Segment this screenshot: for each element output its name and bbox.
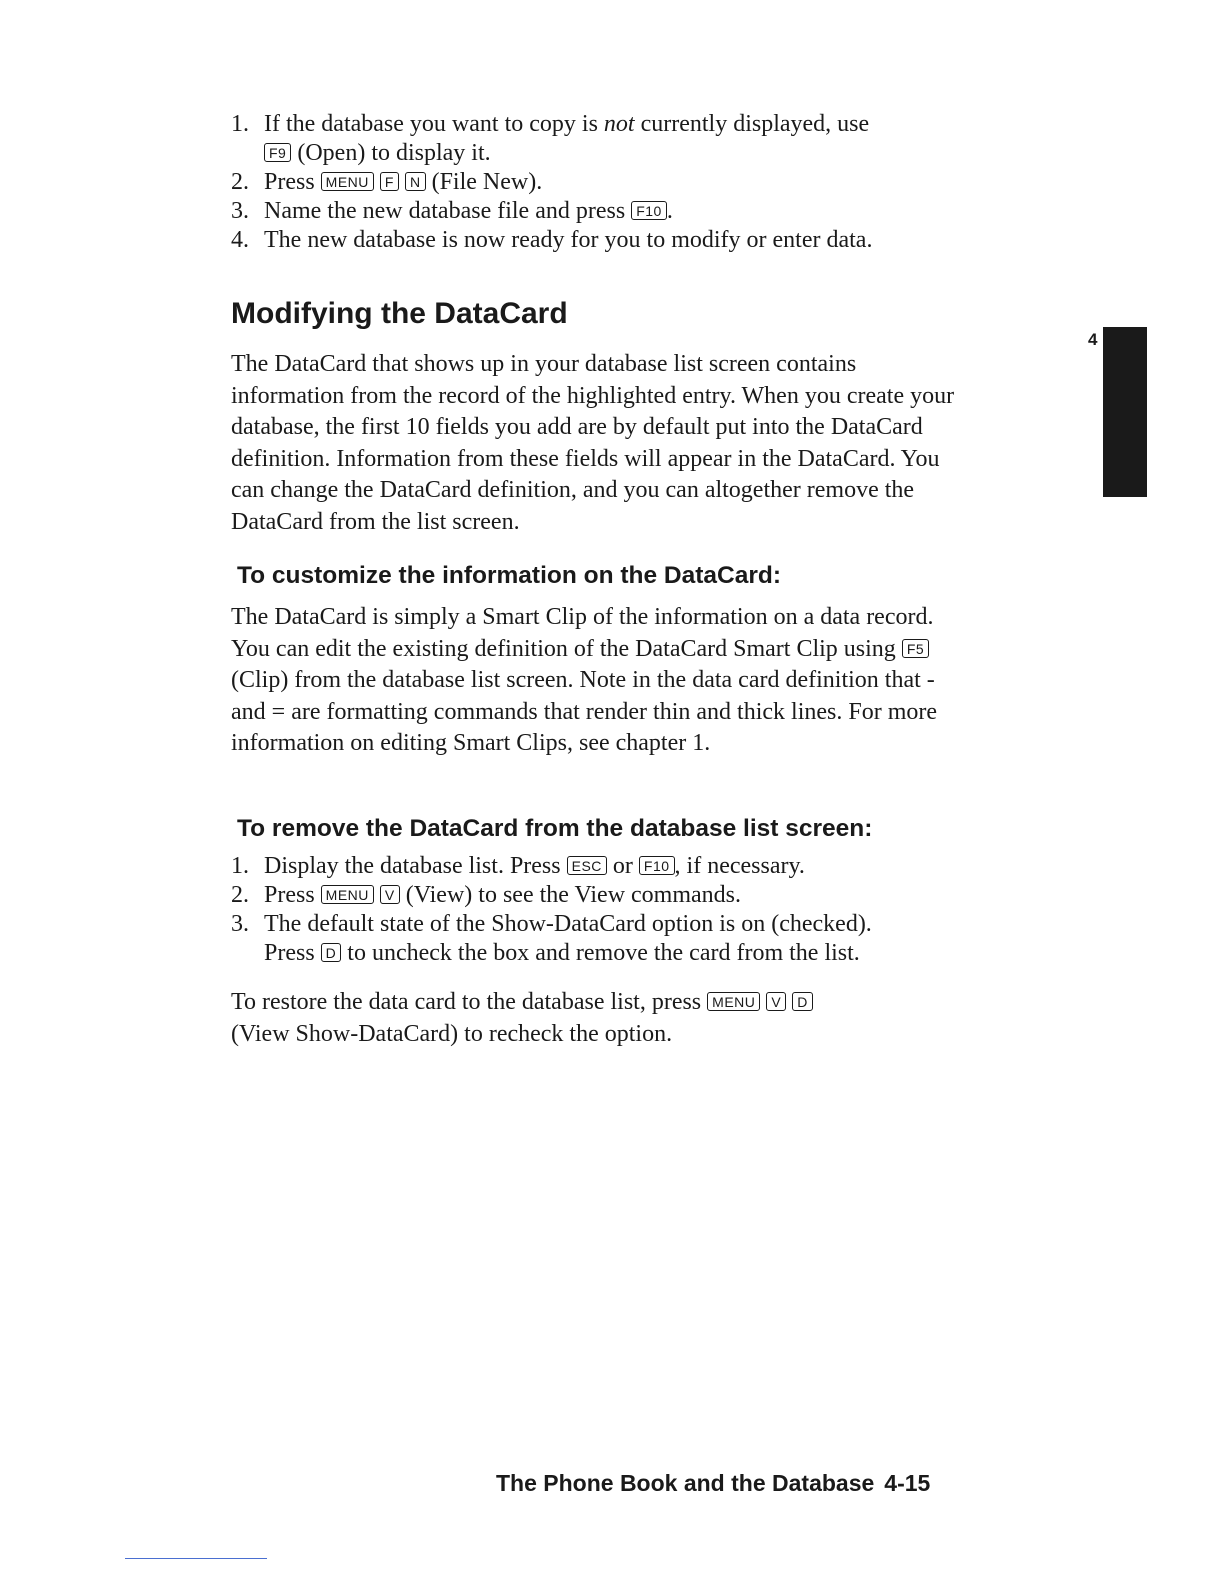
item-text: or bbox=[606, 853, 639, 879]
key-v: V bbox=[380, 885, 400, 904]
chapter-tab-bar bbox=[1103, 327, 1147, 497]
item-text: to uncheck the box and remove the card from the list. bbox=[341, 940, 860, 966]
key-f: F bbox=[380, 172, 399, 191]
key-f9: F9 bbox=[264, 143, 291, 162]
paragraph-text: (View Show-DataCard) to recheck the option. bbox=[231, 1020, 673, 1047]
list-item bbox=[231, 910, 961, 968]
key-f10: F10 bbox=[639, 856, 675, 875]
list-item bbox=[231, 197, 961, 226]
item-text: . bbox=[666, 198, 673, 224]
key-f10: F10 bbox=[631, 201, 667, 220]
list-item bbox=[231, 168, 961, 197]
top-steps-list bbox=[231, 110, 961, 255]
subsection-remove bbox=[231, 814, 961, 844]
key-n: N bbox=[405, 172, 426, 191]
list-item bbox=[231, 852, 961, 881]
item-number: 2. bbox=[231, 169, 249, 195]
list-item bbox=[231, 226, 961, 255]
key-menu: MENU bbox=[321, 885, 374, 904]
item-text: Display the database list. Press bbox=[264, 853, 567, 879]
key-f5: F5 bbox=[902, 639, 929, 658]
key-menu: MENU bbox=[321, 172, 374, 191]
item-text: Press bbox=[264, 940, 321, 966]
item-text: If the database you want to copy is bbox=[264, 111, 604, 137]
section-intro-paragraph: The DataCard that shows up in your database list screen contains information from the record of the highlighted entry. When you create your database, the first 10 fields you add are by default put into the DataCard definition. Information from these fields will appear in the DataCard. You can change the DataCard definition, and you can altogether remove the DataCard from the list screen. bbox=[231, 351, 955, 535]
key-d: D bbox=[792, 992, 813, 1011]
item-number: 3. bbox=[231, 911, 249, 937]
subsection-heading: To remove the DataCard from the database list screen: bbox=[237, 815, 873, 842]
item-text: Press bbox=[264, 882, 321, 908]
subsection-customize bbox=[231, 561, 961, 591]
customize-paragraph bbox=[231, 602, 961, 760]
item-text: (Open) to display it. bbox=[291, 140, 491, 166]
item-number: 1. bbox=[231, 111, 249, 137]
key-menu: MENU bbox=[707, 992, 760, 1011]
chapter-tab-number: 4 bbox=[1088, 330, 1098, 349]
list-item bbox=[231, 110, 961, 168]
key-esc: ESC bbox=[567, 856, 607, 875]
paragraph-text: To restore the data card to the database list, press bbox=[231, 989, 708, 1015]
item-number: 2. bbox=[231, 882, 249, 908]
item-text: currently displayed, use bbox=[634, 111, 870, 137]
restore-paragraph bbox=[231, 987, 961, 1050]
key-d: D bbox=[321, 943, 342, 962]
item-text: , if necessary. bbox=[674, 853, 805, 879]
item-text: (View) to see the View commands. bbox=[399, 882, 741, 908]
page-footer bbox=[496, 1470, 930, 1497]
key-v: V bbox=[766, 992, 786, 1011]
bottom-rule bbox=[125, 1558, 267, 1559]
footer-title: The Phone Book and the Database bbox=[496, 1470, 875, 1496]
item-number: 4. bbox=[231, 227, 249, 253]
page-number: 4-15 bbox=[884, 1470, 931, 1496]
paragraph-text: (Clip) from the database list screen. Note in the data card definition that - and = are formatting commands that render thin and thick lines. For more information on editing Smart Clips, see chapter 1. bbox=[231, 667, 938, 756]
section-title: Modifying the DataCard bbox=[231, 297, 568, 330]
item-text: (File New). bbox=[425, 169, 543, 195]
remove-steps-list bbox=[231, 852, 961, 968]
item-text: The default state of the Show-DataCard option is on (checked). bbox=[264, 911, 872, 937]
section-modifying-datacard bbox=[231, 296, 961, 332]
subsection-heading: To customize the information on the DataCard: bbox=[237, 562, 782, 589]
item-text: Press bbox=[264, 169, 321, 195]
item-text: Name the new database file and press bbox=[264, 198, 632, 224]
item-number: 3. bbox=[231, 198, 249, 224]
paragraph-text: The DataCard is simply a Smart Clip of the information on a data record. You can edit the existing definition of the DataCard Smart Clip using bbox=[231, 604, 934, 662]
item-number: 1. bbox=[231, 853, 249, 879]
list-item bbox=[231, 881, 961, 910]
emphasis-text: not bbox=[603, 111, 635, 137]
item-text: The new database is now ready for you to modify or enter data. bbox=[264, 227, 873, 253]
